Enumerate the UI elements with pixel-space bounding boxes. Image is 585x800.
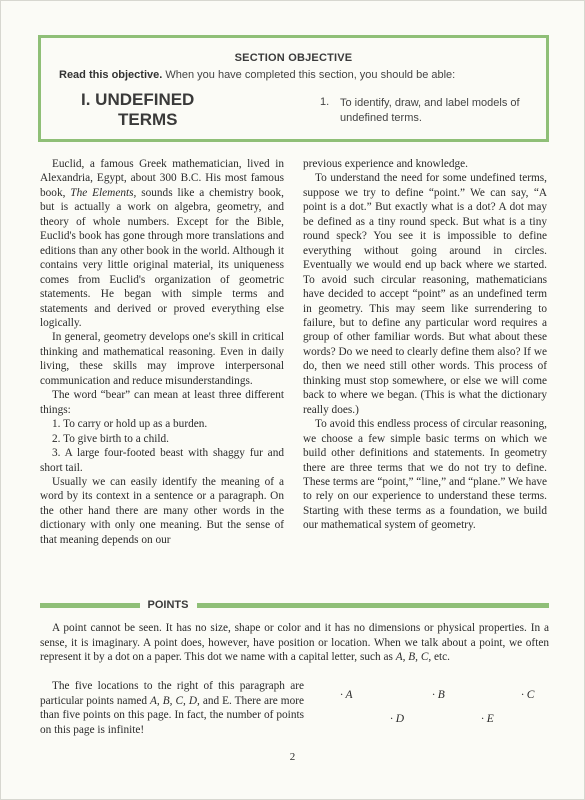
paragraph-point-definition bbox=[40, 621, 549, 665]
point-letters: A, B, C, bbox=[395, 651, 432, 663]
objective-instruction bbox=[59, 69, 455, 81]
paragraph-geometry-skills: In general, geometry develops one's skill in critical thinking and mathematical reasoning. Even in daily living, these skills may improve interpersonal communication and reduce misunderstandings. bbox=[40, 331, 284, 387]
paragraph-text: etc. bbox=[431, 651, 451, 663]
section-objective-box bbox=[38, 35, 549, 142]
header-rule-left bbox=[40, 603, 140, 608]
paragraph-euclid bbox=[40, 157, 284, 330]
list-item: 3. A large four-footed beast with shaggy fur and short tail. bbox=[40, 447, 284, 474]
point-letters: A, B, C, D, bbox=[150, 694, 200, 707]
point-a: · A bbox=[340, 689, 353, 701]
page-number: 2 bbox=[289, 751, 296, 763]
point-d: · D bbox=[390, 713, 405, 725]
objective-item-text: To identify, draw, and label models of undefined terms. bbox=[340, 97, 520, 124]
left-column bbox=[40, 157, 284, 547]
objective-heading: SECTION OBJECTIVE bbox=[234, 52, 353, 64]
right-column bbox=[303, 157, 547, 533]
section-title-line1: I. UNDEFINED bbox=[81, 90, 195, 109]
objective-item-number: 1. bbox=[320, 96, 330, 108]
objective-instruction-bold: Read this objective. bbox=[59, 69, 163, 81]
points-section-header bbox=[40, 600, 549, 612]
paragraph-five-points bbox=[40, 679, 304, 737]
point-b: · B bbox=[432, 689, 445, 701]
point-e: · E bbox=[481, 713, 494, 725]
list-item: 1. To carry or hold up as a burden. bbox=[52, 418, 208, 431]
book-title: The Elements, bbox=[70, 186, 137, 199]
point-c: · C bbox=[521, 689, 535, 701]
section-title-line2: TERMS bbox=[118, 110, 178, 129]
paragraph-context: Usually we can easily identify the meaning of a word by its context in a sentence or a paragraph. On the other hand there are many other words in the dictionary with only one meaning. But the sense of that meaning depends on our bbox=[40, 475, 284, 546]
objective-instruction-rest: When you have completed this section, you should be able: bbox=[162, 69, 456, 81]
paragraph-define-point: To understand the need for some undefined terms, suppose we try to define “point.” We can say, “A point is a dot.” But exactly what is a dot? A dot may be defined as a tiny round speck. But what is a tiny round speck? You see it is impossible to define everything without going around in circles. Eventually we would end up back where we started. To avoid such circular reasoning, mathematicians have decided to accept “point” as an undefined term in geometry. This may seem like surrendering to failure, but to define any particular word requires a group of other familiar words. But what about these words? Do we need to clearly define them also? If we do, then we need still other words. This process of thinking must stop somewhere, or else we will come back to where we began. (This is what the dictionary really does.) bbox=[303, 172, 547, 416]
paragraph-bear: The word “bear” can mean at least three different things: bbox=[40, 389, 284, 416]
paragraph-undefined-terms: To avoid this endless process of circular reasoning, we choose a few simple basic terms on which we build other definitions and statements. In geometry there are three terms that we do not try to define. These terms are “point,” “line,” and “plane.” We have to rely on our experience to understand these terms. Starting with these terms as a foundation, we build our mathematical system of geometry. bbox=[303, 418, 547, 532]
list-item: 2. To give birth to a child. bbox=[52, 432, 169, 445]
paragraph-continued: previous experience and knowledge. bbox=[303, 158, 468, 170]
paragraph-text: Euclid, a famous Greek mathematician, lived in Alexandria, Egypt, about 300 B.C. His most famous book, bbox=[40, 158, 284, 199]
paragraph-text: and E. There are more than five points on this page. In fact, the number of points on this page is infinite! bbox=[40, 694, 304, 736]
paragraph-text: sounds like a chemistry book, but is actually a work on algebra, geometry, and theory of whole numbers. Except for the Bible, Euclid's book has gone through more translations and editions than any other book in the world. Although it contains very little original material, its uniqueness comes from Euclid's organization of geometric statements. He began with simple terms and statements and derived or proved everything else logically. bbox=[40, 186, 284, 329]
header-rule-right bbox=[197, 603, 549, 608]
paragraph-text: The five locations to the right of this paragraph are particular points named bbox=[40, 680, 304, 707]
points-heading: POINTS bbox=[147, 599, 189, 611]
paragraph-text: A point cannot be seen. It has no size, shape or color and it has no dimensions or physical properties. In a sense, it is imaginary. A point does, however, have position or location. When we talk about a point, we often represent it by a dot on a paper. This dot we name with a capital letter, such as bbox=[40, 622, 549, 663]
